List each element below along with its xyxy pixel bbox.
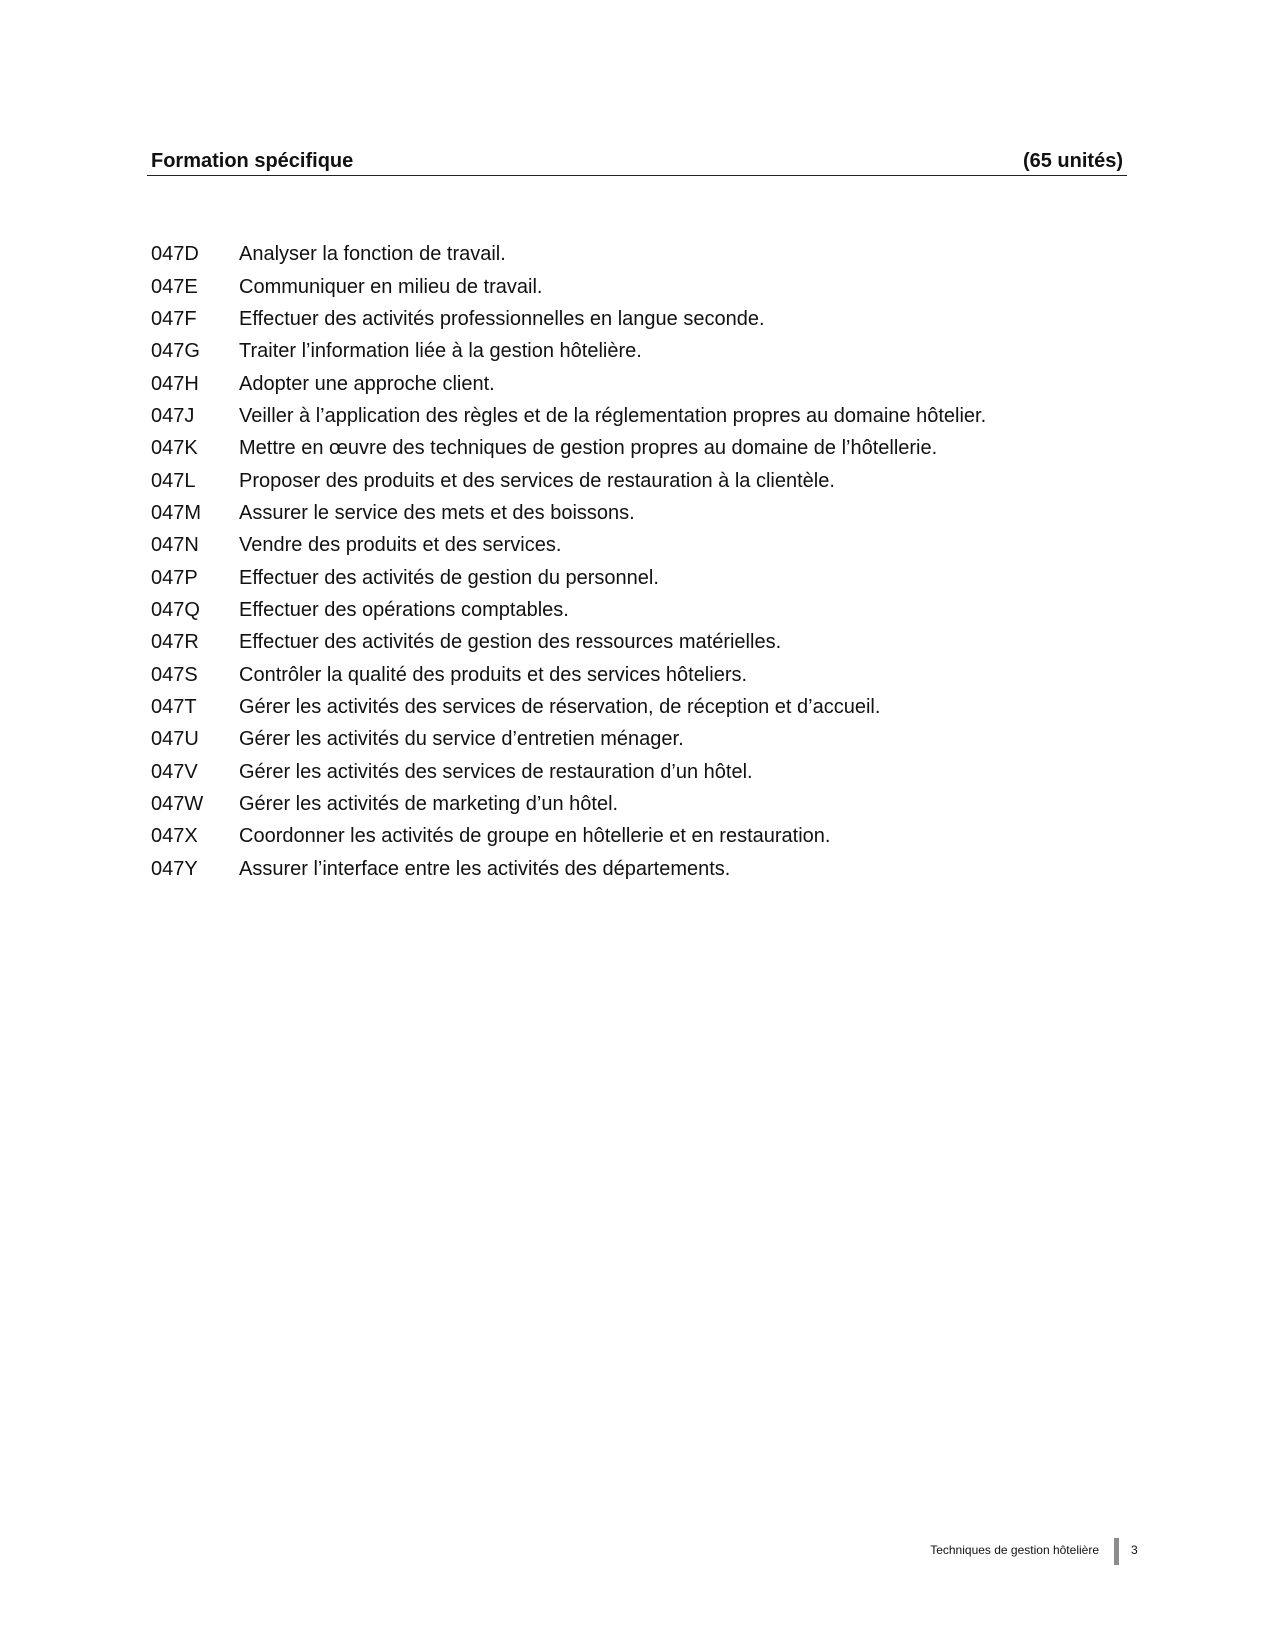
section-header bbox=[147, 148, 1127, 176]
course-code: 047F bbox=[151, 307, 197, 330]
list-item bbox=[151, 238, 1111, 270]
list-item bbox=[151, 464, 1111, 496]
section-units: (65 unités) bbox=[1022, 150, 1123, 172]
list-item bbox=[151, 626, 1111, 658]
course-title: Proposer des produits et des services de restauration à la clientèle. bbox=[239, 469, 835, 492]
list-item bbox=[151, 594, 1111, 626]
list-item bbox=[151, 658, 1111, 690]
course-title: Effectuer des activités de gestion du personnel. bbox=[239, 566, 659, 589]
course-code: 047W bbox=[151, 793, 204, 816]
course-title: Effectuer des activités de gestion des ressources matérielles. bbox=[239, 631, 782, 654]
course-title: Gérer les activités de marketing d’un hôtel. bbox=[239, 793, 619, 816]
course-code: 047G bbox=[151, 340, 200, 363]
list-item bbox=[151, 853, 1111, 885]
course-title: Gérer les activités des services de restauration d’un hôtel. bbox=[239, 760, 753, 783]
footer-document-title: Techniques de gestion hôtelière bbox=[930, 1543, 1099, 1557]
course-title: Veiller à l’application des règles et de la réglementation propres au domaine hôtelier. bbox=[239, 404, 987, 427]
course-title: Adopter une approche client. bbox=[239, 372, 495, 395]
list-item bbox=[151, 367, 1111, 399]
section-title: Formation spécifique bbox=[151, 150, 354, 172]
list-item bbox=[151, 432, 1111, 464]
course-title: Gérer les activités du service d’entretien ménager. bbox=[239, 728, 684, 751]
list-item bbox=[151, 820, 1111, 852]
course-title: Vendre des produits et des services. bbox=[239, 534, 562, 557]
course-code: 047Q bbox=[151, 598, 200, 621]
course-code: 047H bbox=[151, 372, 199, 395]
list-item bbox=[151, 497, 1111, 529]
course-code: 047S bbox=[151, 663, 198, 686]
course-code: 047K bbox=[151, 437, 198, 460]
list-item bbox=[151, 561, 1111, 593]
footer-divider bbox=[1114, 1538, 1119, 1565]
course-title: Coordonner les activités de groupe en hôtellerie et en restauration. bbox=[239, 825, 831, 848]
course-code: 047X bbox=[151, 825, 198, 848]
course-title: Assurer l’interface entre les activités des départements. bbox=[239, 857, 731, 880]
course-code: 047U bbox=[151, 728, 199, 751]
course-code: 047T bbox=[151, 695, 197, 718]
course-code: 047E bbox=[151, 275, 198, 298]
list-item bbox=[151, 270, 1111, 302]
course-code: 047D bbox=[151, 243, 199, 266]
course-title: Analyser la fonction de travail. bbox=[239, 243, 506, 266]
course-title: Contrôler la qualité des produits et des services hôteliers. bbox=[239, 663, 748, 686]
course-code: 047Y bbox=[151, 857, 198, 880]
page-number: 3 bbox=[1131, 1543, 1138, 1557]
course-code: 047R bbox=[151, 631, 199, 654]
course-title: Effectuer des opérations comptables. bbox=[239, 598, 569, 621]
course-code: 047V bbox=[151, 760, 198, 783]
course-title: Mettre en œuvre des techniques de gestion propres au domaine de l’hôtellerie. bbox=[239, 437, 938, 460]
course-title: Traiter l’information liée à la gestion hôtelière. bbox=[239, 340, 642, 363]
list-item bbox=[151, 756, 1111, 788]
course-code: 047M bbox=[151, 501, 202, 524]
list-item bbox=[151, 723, 1111, 755]
course-code: 047P bbox=[151, 566, 198, 589]
list-item bbox=[151, 788, 1111, 820]
list-item bbox=[151, 303, 1111, 335]
course-title: Effectuer des activités professionnelles en langue seconde. bbox=[239, 307, 765, 330]
course-title: Communiquer en milieu de travail. bbox=[239, 275, 543, 298]
list-item bbox=[151, 691, 1111, 723]
course-title: Gérer les activités des services de réservation, de réception et d’accueil. bbox=[239, 695, 881, 718]
course-code: 047N bbox=[151, 534, 199, 557]
course-code: 047L bbox=[151, 469, 196, 492]
course-code: 047J bbox=[151, 404, 195, 427]
course-list bbox=[151, 238, 1111, 885]
list-item bbox=[151, 529, 1111, 561]
list-item bbox=[151, 335, 1111, 367]
page-footer bbox=[0, 1538, 1275, 1568]
list-item bbox=[151, 400, 1111, 432]
course-title: Assurer le service des mets et des boissons. bbox=[239, 501, 635, 524]
